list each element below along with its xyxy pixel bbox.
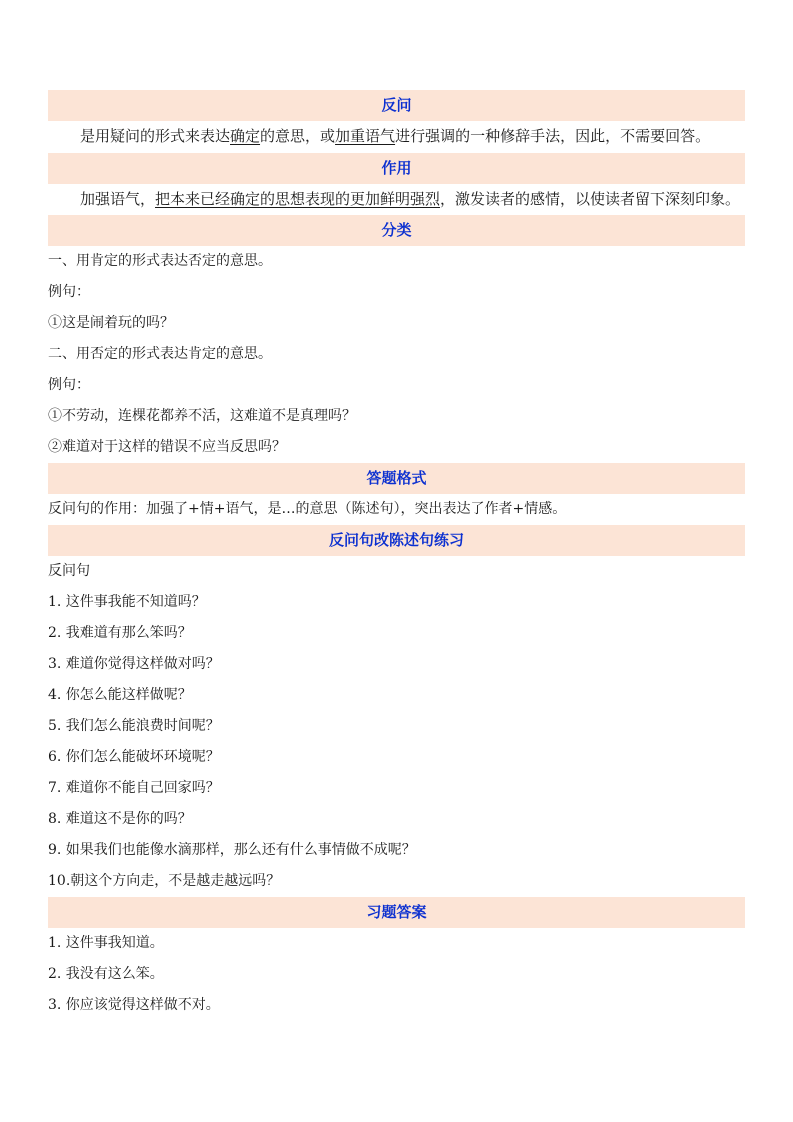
section-header-geshi: 答题格式 bbox=[48, 463, 745, 494]
example-line: ②难道对于这样的错误不应当反思吗？ bbox=[48, 439, 286, 455]
underlined-text: 加重语气 bbox=[335, 127, 396, 145]
section-header-daan: 习题答案 bbox=[48, 897, 745, 928]
answer-item: 1. 这件事我知道。 bbox=[48, 935, 164, 951]
exercise-item: 9. 如果我们也能像水滴那样，那么还有什么事情做不成呢？ bbox=[48, 842, 416, 858]
text-run: 的意思，或 bbox=[260, 127, 336, 145]
section-header-fenlei: 分类 bbox=[48, 215, 745, 246]
exercise-label: 反问句 bbox=[48, 563, 90, 579]
exercise-item: 4. 你怎么能这样做呢？ bbox=[48, 687, 192, 703]
text-run: 是用疑问的形式来表达 bbox=[80, 127, 231, 145]
exercise-item: 6. 你们怎么能破坏环境呢？ bbox=[48, 749, 220, 765]
category-line: 二、用否定的形式表达肯定的意思。 bbox=[48, 346, 272, 362]
underlined-text: 把本来已经确定的思想表现的更加鲜明强烈 bbox=[155, 189, 441, 208]
example-label: 例句： bbox=[48, 377, 90, 393]
example-line: ①不劳动，连棵花都养不活，这难道不是真理吗？ bbox=[48, 408, 356, 424]
example-label: 例句： bbox=[48, 284, 90, 300]
section-header-lianxi: 反问句改陈述句练习 bbox=[48, 525, 745, 556]
answer-format-line: 反问句的作用：加强了+情+语气，是…的意思（陈述句），突出表达了作者+情感。 bbox=[48, 501, 567, 517]
definition-paragraph bbox=[48, 121, 745, 153]
underlined-text: 确定 bbox=[230, 127, 261, 145]
exercise-item: 8. 难道这不是你的吗？ bbox=[48, 811, 192, 827]
function-paragraph bbox=[48, 184, 745, 216]
exercise-item: 2. 我难道有那么笨吗？ bbox=[48, 625, 192, 641]
example-line: ①这是闹着玩的吗？ bbox=[48, 315, 174, 331]
section-header-zuoyong: 作用 bbox=[48, 153, 745, 184]
answer-item: 2. 我没有这么笨。 bbox=[48, 966, 164, 982]
text-run: ，激发读者的感情，以使读者留下深刻印象。 bbox=[440, 189, 741, 208]
document-page bbox=[48, 90, 745, 1021]
text-run: 进行强调的一种修辞手法，因此，不需要回答。 bbox=[395, 127, 711, 145]
text-run: 加强语气， bbox=[80, 189, 156, 208]
category-line: 一、用肯定的形式表达否定的意思。 bbox=[48, 253, 272, 269]
section-header-fanwen: 反问 bbox=[48, 90, 745, 121]
exercise-item: 7. 难道你不能自己回家吗？ bbox=[48, 780, 220, 796]
exercise-item: 1. 这件事我能不知道吗？ bbox=[48, 594, 206, 610]
exercise-item: 5. 我们怎么能浪费时间呢？ bbox=[48, 718, 220, 734]
answer-item: 3. 你应该觉得这样做不对。 bbox=[48, 997, 220, 1013]
exercise-item: 3. 难道你觉得这样做对吗？ bbox=[48, 656, 220, 672]
exercise-item: 10.朝这个方向走，不是越走越远吗？ bbox=[48, 873, 281, 889]
